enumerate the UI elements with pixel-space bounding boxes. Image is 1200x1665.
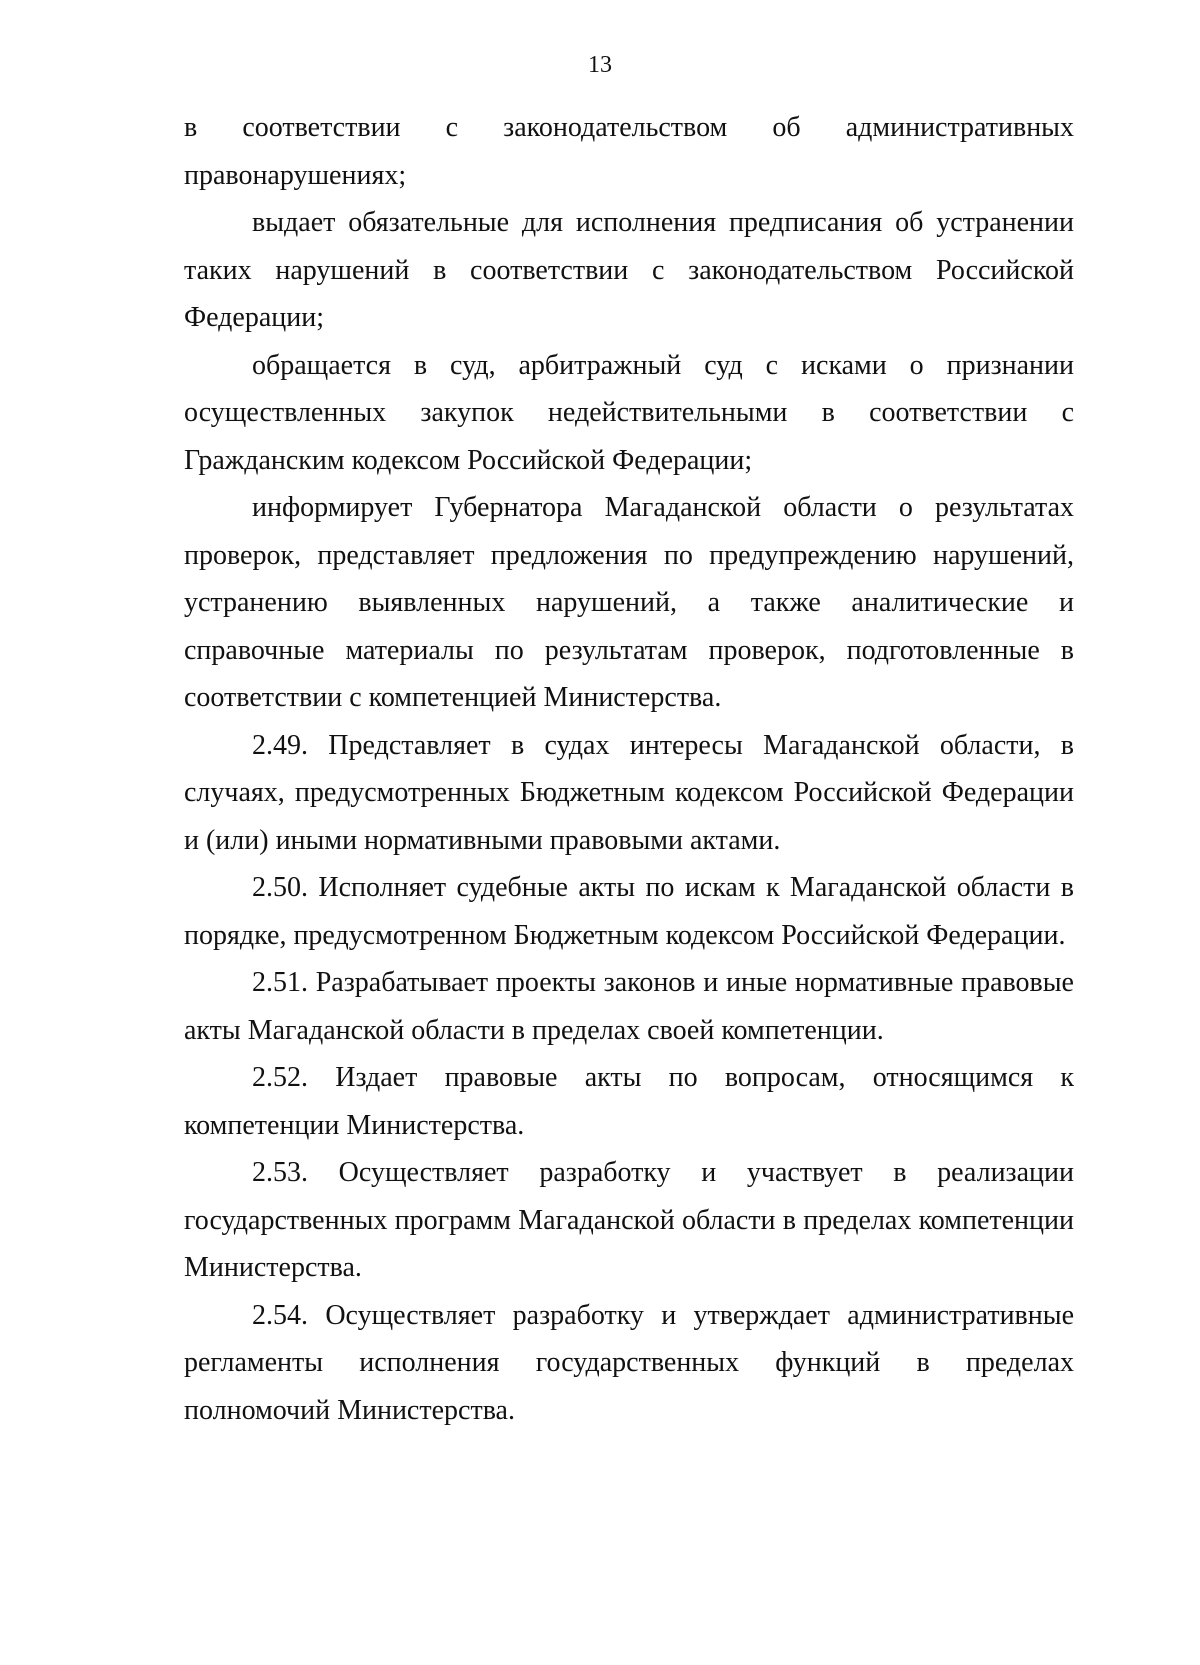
paragraph-court-appeal: обращается в суд, арбитражный суд с исками о признании осуществленных закупок недействительными в соответствии с Гражданским кодексом Российской Федерации; [184, 349, 1074, 476]
paragraph-continuation: в соответствии с законодательством об административных правонарушениях; [184, 112, 1074, 191]
paragraph-governor-info: информирует Губернатора Магаданской области о результатах проверок, представляет предложения по предупреждению нарушений, устранению выявленных нарушений, а также аналитические и справочные материалы по результатам проверок, подготовленные в соответствии с компетенцией Министерства. [184, 492, 1074, 713]
paragraph-2-53: 2.53. Осуществляет разработку и участвует в реализации государственных программ Магаданской области в пределах компетенции Министерства. [184, 1157, 1074, 1283]
paragraph-2-49: 2.49. Представляет в судах интересы Магаданской области, в случаях, предусмотренных Бюджетным кодексом Российской Федерации и (или) иными нормативными правовыми актами. [184, 729, 1074, 856]
paragraph-prescriptions: выдает обязательные для исполнения предписания об устранении таких нарушений в соответствии с законодательством Российской Федерации; [184, 207, 1074, 333]
paragraph-2-52: 2.52. Издает правовые акты по вопросам, относящимся к компетенции Министерства. [184, 1062, 1074, 1141]
paragraph-2-54: 2.54. Осуществляет разработку и утверждает административные регламенты исполнения государственных функций в пределах полномочий Министерства. [184, 1299, 1074, 1426]
document-body [184, 104, 1074, 1434]
page-number: 13 [588, 52, 612, 78]
paragraph-2-51: 2.51. Разрабатывает проекты законов и иные нормативные правовые акты Магаданской области в пределах своей компетенции. [184, 967, 1074, 1046]
paragraph-2-50: 2.50. Исполняет судебные акты по искам к Магаданской области в порядке, предусмотренном Бюджетным кодексом Российской Федерации. [184, 872, 1074, 951]
